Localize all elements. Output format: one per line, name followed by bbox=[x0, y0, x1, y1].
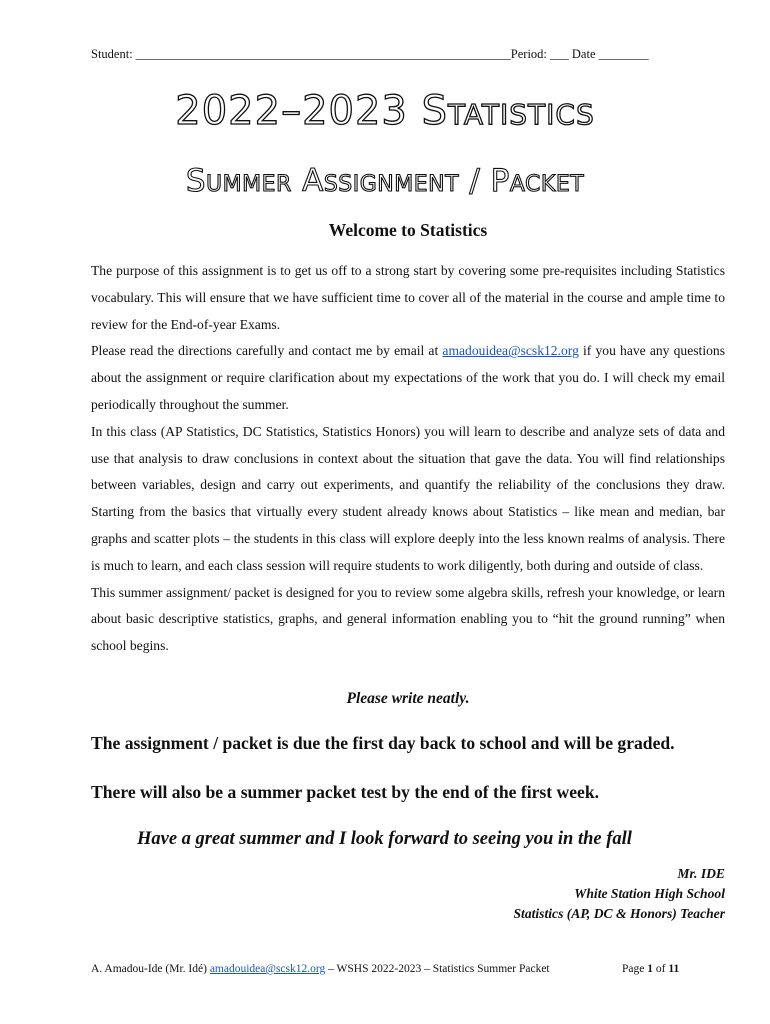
page-number: Page 1 of 11 bbox=[622, 963, 680, 975]
page-subtitle: Summer Assignment / Packet bbox=[185, 163, 585, 199]
paragraph-packet-description: This summer assignment/ packet is designed for you to review some algebra skills, refresh your knowledge, or learn about basic descriptive statistics, graphs, and general information enabling you to “hit the ground running” when school begins. bbox=[91, 584, 725, 654]
due-date-notice: The assignment / packet is due the first day back to school and will be graded. bbox=[91, 733, 675, 753]
welcome-heading: Welcome to Statistics bbox=[328, 220, 488, 240]
footer-course: – WSHS 2022-2023 – Statistics Summer Packet bbox=[328, 963, 550, 975]
signature-school: White Station High School bbox=[574, 886, 725, 901]
student-name-blank[interactable]: ____________________________________________________________ bbox=[135, 47, 511, 61]
period-blank[interactable]: ___ bbox=[550, 47, 569, 61]
page-footer bbox=[91, 963, 731, 975]
footer-author: A. Amadou-Ide (Mr. Idé) bbox=[91, 963, 207, 975]
date-blank[interactable]: ________ bbox=[598, 47, 649, 61]
test-notice: There will also be a summer packet test by the end of the first week. bbox=[91, 782, 600, 802]
page-title: 2022–2023 Statistics bbox=[175, 88, 595, 134]
intro-body bbox=[91, 258, 725, 660]
paragraph-purpose: The purpose of this assignment is to get us off to a strong start by covering some pre-requisites including Statistics vocabulary. This will ensure that we have sufficient time to cover all of the material in the course and ample time to review for the End-of-year Exams. bbox=[91, 263, 725, 332]
paragraph-contact: Please read the directions carefully and contact me by email at amadouidea@scsk12.org if you have any questions about the assignment or require clarification about my expectations of the work that you do. I will check my email periodically throughout the summer. bbox=[91, 343, 725, 412]
paragraph-class-description: In this class (AP Statistics, DC Statistics, Statistics Honors) you will learn to describe and analyze sets of data and use that analysis to draw conclusions in context about the situation that gave the data. You will find relationships between variables, design and carry out experiments, and quantify the reliability of the conclusions they draw. Starting from the basics that virtually every student already knows about Statistics – like mean and median, bar graphs and scatter plots – the students in this class will explore deeply into the less known realms of analysis. There is much to learn, and each class session will require students to work diligently, both during and outside of class. bbox=[91, 423, 725, 573]
date-label: Date bbox=[571, 47, 596, 61]
student-header bbox=[91, 47, 731, 62]
signature-name: Mr. IDE bbox=[677, 866, 725, 881]
footer-email-link[interactable]: amadouidea@scsk12.org bbox=[209, 963, 326, 975]
signature-role: Statistics (AP, DC & Honors) Teacher bbox=[513, 906, 725, 921]
write-neatly-note: Please write neatly. bbox=[346, 690, 470, 707]
period-label: Period: bbox=[510, 47, 547, 61]
closing-message: Have a great summer and I look forward to seeing you in the fall bbox=[137, 829, 632, 849]
email-link[interactable]: amadouidea@scsk12.org bbox=[442, 343, 579, 359]
student-label: Student: bbox=[91, 47, 133, 61]
